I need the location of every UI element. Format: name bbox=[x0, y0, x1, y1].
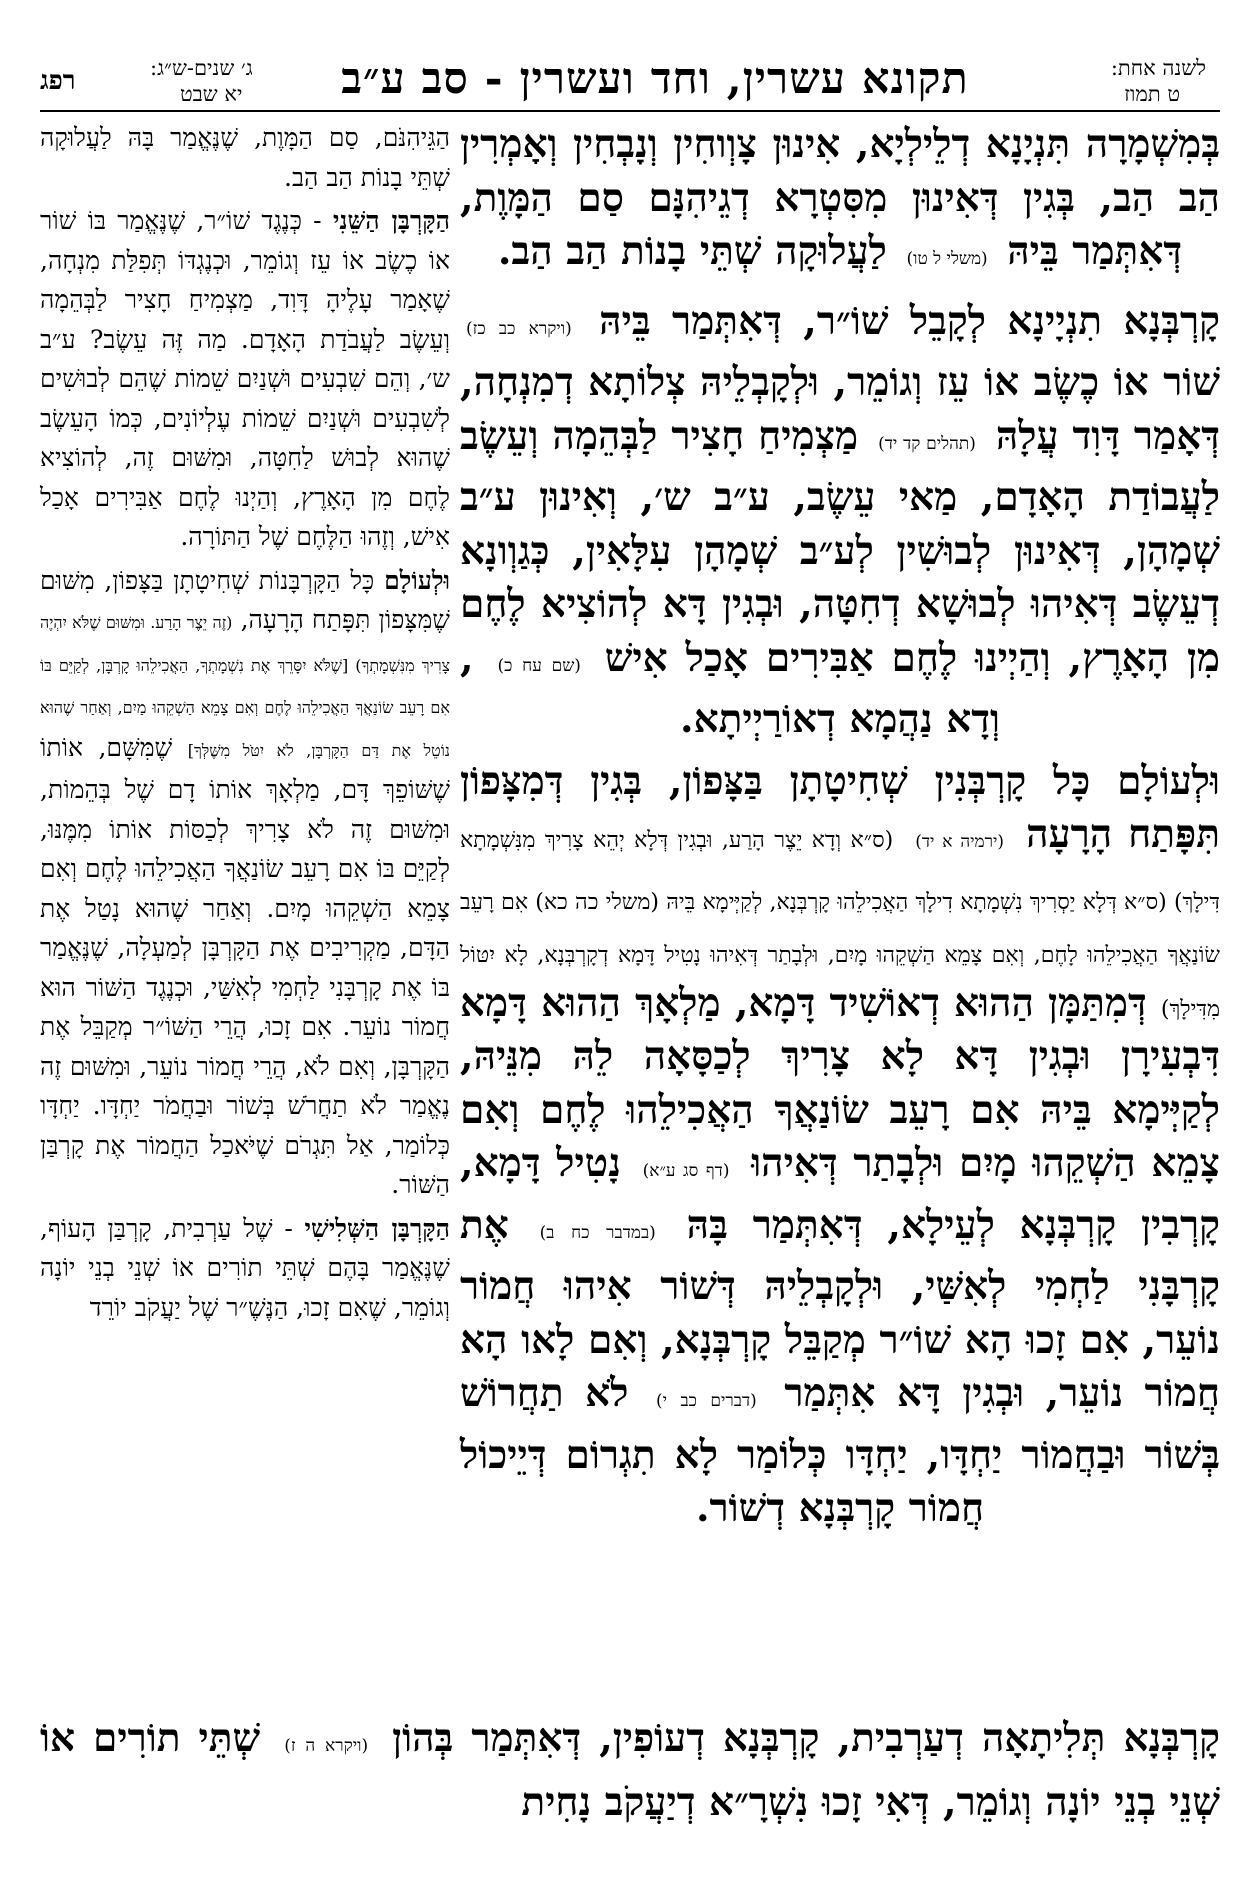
page-number: רפג bbox=[40, 66, 76, 96]
variant-reading: (זֶה יֵצֶר הָרַע. וּמִשּׁוּם שֶׁלֹּא יִהְיֶה צָרִיךְ מִנִּשְׁמָתְךָ) [שֶׁלֹּא יִסָּרֵךְ אֶת נִשְׁמָתְךָ, הַאֲכִילֵהוּ קָרְבָּן, לְקַיֵּם בּוֹ אִם רָעֵב שׂוֹנַאֲךָ הַאֲכִילֵהוּ לֶחֶם וְאִם צָמֵא הַשְׁקֵהוּ מַיִם, וְאַחַר שֶׁהוּא נוֹטֵל אֶת דַּם הַקָּרְבָּן, לֹא יִטֹּל מִשֶּׁלְּךָ] bbox=[40, 613, 450, 760]
side-paragraph-2: הַקָּרְבָּן הַשֵּׁנִי - כְּנֶגֶד שׁוֹ״ר, שֶׁנֶּאֱמַר בּוֹ שׁוֹר אוֹ כֶשֶׂב אוֹ עֵז וְגוֹמֵר, וּכְנֶגְדּוֹ תְּפִלַּת מִנְחָה, שֶׁאָמַר עָלֶיהָ דָּוִד, מַצְמִיחַ חָצִיר לַבְּהֵמָה וְעֵשֶׂב לַעֲבֹדַת הָאָדָם. מַה זֶּה עֵשֶׂב? ע״ב ש׳, וְהֵם שִׁבְעִים וּשְׁנַיִם שֵׁמוֹת שֶׁהֵם לְבוּשִׁים לְשִׁבְעִים וּשְׁנַיִם שֵׁמוֹת עֶלְיוֹנִים, כְּמוֹ הָעֵשֶׂב שֶׁהוּא לְבוּשׁ לַחִטָּה, וּמִשּׁוּם זֶה, לְהוֹצִיא לֶחֶם מִן הָאָרֶץ, וְהַיְנוּ לֶחֶם אַבִּירִים אָכַל אִישׁ, וְזֶהוּ הַלֶּחֶם שֶׁל הַתּוֹרָה. bbox=[40, 206, 450, 551]
source-reference: (ויקרא ה ז) bbox=[284, 1736, 369, 1756]
header-right-cycle: לשנה אחת: bbox=[1110, 56, 1206, 80]
source-reference: (תהלים קד יד) bbox=[878, 433, 976, 454]
variant-reading: (ס״א וְדָא יֵצֶר הָרַע, וּבְגִין דְּלָא יְהֵא צָרִיךְ מִנִּשְׁמָתָא דִּילָךְ) (ס״א דְּלָא יַסְרִיךְ נִשְׁמָתָא דִילָךְ הַאֲכִילֵהוּ קָרְבְּנָא, לְקַיְּימָא בֵּיהּ (משלי כה כא) אִם רָעֵב שׂוֹנַאֲךָ הַאֲכִילֵהוּ לָחֶם, וְאִם צָמֵא הַשְׁקֵהוּ מָיִם, וּלְבָתַר דְּאִיהוּ נָטִיל דָּמָא דְקָרְבְּנָא, לָא יִטּוֹל מִדִּילָךְ) bbox=[460, 828, 1220, 1022]
side-paragraph-4: הַקָּרְבָּן הַשְּׁלִישִׁי - שֶׁל עַרְבִית, קָרְבַּן הָעוֹף, שֶׁנֶּאֱמַר בָּהֶם שְׁתֵּי תוֹרִים אוֹ שְׁנֵי בְנֵי יוֹנָה וְגוֹמֵר, שֶׁאִם זָכוּ, הַנֶּשֶׁ״ר שֶׁל יַעֲקֹב יוֹרֵד bbox=[40, 1213, 450, 1322]
side-paragraph-3: וּלְעוֹלָם כָּל הַקָּרְבָּנוֹת שְׁחִיטָתָן בַּצָּפוֹן, מִשּׁוּם שֶׁמִּצָּפוֹן תִּפָּתַח הָרָעָה, (זֶה יֵצֶר הָרַע. וּמִשּׁוּם שֶׁלֹּא יִהְיֶה צָרִיךְ מִנִּשְׁמָתְךָ) [שֶׁלֹּא יִסָּרֵךְ אֶת נִשְׁמָתְךָ, הַאֲכִילֵהוּ קָרְבָּן, לְקַיֵּם בּוֹ אִם רָעֵב שׂוֹנַאֲךָ הַאֲכִילֵהוּ לֶחֶם וְאִם צָמֵא הַשְׁקֵהוּ מַיִם, וְאַחַר שֶׁהוּא נוֹטֵל אֶת דַּם הַקָּרְבָּן, לֹא יִטֹּל מִשֶּׁלְּךָ] שֶׁמִּשָּׁם, אוֹתוֹ שֶׁשּׁוֹפֵךְ דָּם, מַלְאָךְ אוֹתוֹ דָם שֶׁל בְּהֵמוֹת, וּמִשּׁוּם זֶה לֹא צָרִיךְ לְכַסּוֹת אוֹתוֹ מִמֶּנּוּ, לְקַיֵּם בּוֹ אִם רָעֵב שׂוֹנַאֲךָ הַאֲכִילֵהוּ לֶחֶם וְאִם צָמֵא הַשְׁקֵהוּ מָיִם. וְאַחַר שֶׁהוּא נָטַל אֶת הַדָּם, מַקְרִיבִים אֶת הַקָּרְבָּן לְמַעְלָה, שֶׁנֶּאֱמַר בּוֹ אֶת קָרְבָּנִי לַחְמִי לְאִשַּׁי, וּכְנֶגֶד הַשּׁוֹר הוּא חֲמוֹר נוֹעֵר. אִם זָכוּ, הֲרֵי הַשּׁוֹ״ר מְקַבֵּל אֶת הַקָּרְבָּן, וְאִם לֹא, הֲרֵי חֲמוֹר נוֹעֵר, וּמִשּׁוּם זֶה נֶאֱמַר לֹא תַחֲרֹשׁ בְּשׁוֹר וּבַחֲמֹר יַחְדָּו. יַחְדָּו כְּלוֹמַר, אַל תִּגְרֹם שֶׁיֹּאכַל הַחֲמוֹר אֶת קָרְבַּן הַשּׁוֹר. bbox=[40, 565, 451, 1199]
source-reference: (דף סג ע״א) bbox=[642, 1161, 730, 1181]
bottom-full-width-text: קָרְבְּנָא תְּלִיתָאָה דְעַרְבִית, קָרְבְּנָא דְעוֹפִין, דְּאִתְּמַר בְּהוֹן (ויקרא ה ז) שְׁתֵּי תוֹרִים אוֹ שְׁנֵי בְנֵי יוֹנָה וְגוֹמֵר, דְּאִי זָכוּ נִשְׁרָ״א דְיַעֲקֹב נָחִית bbox=[40, 1715, 1221, 1825]
side-paragraph-1: הַגֵּיהִנֹּם, סַם הַמָּוֶת, שֶׁנֶּאֱמַר בָּהּ לַעֲלוּקָה שְׁתֵּי בָנוֹת הַב הַב. bbox=[40, 123, 450, 192]
header-left-cycle: ג׳ שנים-ש״ג: bbox=[150, 56, 253, 80]
page-header bbox=[0, 0, 1260, 106]
main-paragraph-3: וּלְעוֹלָם כָּל קָרְבְּנִין שְׁחִיטָתָן בַּצָּפוֹן, בְּגִין דְּמִצָּפוֹן תִּפָּתַח הָרָעָה (ירמיה א יד) (ס״א וְדָא יֵצֶר הָרַע, וּבְגִין דְּלָא יְהֵא צָרִיךְ מִנִּשְׁמָתָא דִּילָךְ) (ס״א דְּלָא יַסְרִיךְ נִשְׁמָתָא דִילָךְ הַאֲכִילֵהוּ קָרְבְּנָא, לְקַיְּימָא בֵּיהּ (משלי כה כא) אִם רָעֵב שׂוֹנַאֲךָ הַאֲכִילֵהוּ לָחֶם, וְאִם צָמֵא הַשְׁקֵהוּ מָיִם, וּלְבָתַר דְּאִיהוּ נָטִיל דָּמָא דְקָרְבְּנָא, לָא יִטּוֹל מִדִּילָךְ) דְּמִתַּמָּן הַהוּא דְאוֹשִׁיד דָּמָא, מַלְאָךְ הַהוּא דָּמָא דִּבְעִירָן וּבְגִין דָּא לָא צָרִיךְ לְכַסָּאָה לֵהּ מִנֵּיהּ, לְקַיְּימָא בֵּיהּ אִם רָעֵב שׂוֹנַאֲךָ הַאֲכִילֵהוּ לֶחֶם וְאִם צָמֵא הַשְׁקֵהוּ מָיִם וּלְבָתַר דְּאִיהוּ (דף סג ע״א) נָטִיל דָּמָא, קָרְבִין קָרְבְּנָא לְעֵילָא, דְּאִתְּמַר בָּהּ (במדבר כח ב) אֶת קָרְבָּנִי לַחְמִי לְאִשַּׁי, וּלְקָבְלֵיהּ דְּשׁוֹר אִיהוּ חֲמוֹר נוֹעֵר, אִם זָכוּ הָא שׁוֹ״ר מְקַבֵּל קָרְבְּנָא, וְאִם לָאו הָא חֲמוֹר נוֹעֵר, וּבְגִין דָּא אִתְּמַר (דברים כב י) לֹא תַחֲרוֹשׁ בְּשׁוֹר וּבַחֲמוֹר יַחְדָּו, יַחְדָּו כְּלוֹמַר לָא תִגְרוֹם דְּיֵיכוֹל חֲמוֹר קָרְבְּנָא דְשׁוֹר. bbox=[460, 757, 1221, 1531]
header-right-date: ט תמוז bbox=[1124, 82, 1180, 106]
source-reference: (שם עח כ) bbox=[497, 655, 581, 676]
source-reference: (ויקרא כב כז) bbox=[466, 318, 572, 339]
page-title: תקונא עשרין, וחד ועשרין - סב ע״ב bbox=[341, 54, 969, 104]
main-paragraph-1: בְּמִשְׁמָרָה תִּנְיָנָא דְלֵילְיָא, אִינוּן צָוְוחִין וְנָבְחִין וְאָמְרִין הַב הַב, בְּגִין דְּאִינוּן מִסִּטְרָא דְגֵיהִנָּם סַם הַמָּוֶת, דְּאִתְּמַר בֵּיהּ (משלי ל טו) לַעֲלוּקָה שְׁתֵּי בָנוֹת הַב הַב. bbox=[460, 121, 1220, 274]
translation-column bbox=[40, 118, 450, 1331]
source-reference: (ירמיה א יד) bbox=[915, 832, 1005, 852]
header-left-date: יא שבט bbox=[180, 82, 243, 106]
header-rule bbox=[40, 110, 1220, 112]
main-text-column bbox=[460, 118, 1220, 1544]
source-reference: (במדבר כח ב) bbox=[539, 1222, 656, 1243]
source-reference: (דברים כב י) bbox=[656, 1391, 757, 1411]
source-reference: (משלי ל טו) bbox=[906, 249, 988, 269]
main-paragraph-2: קָרְבְּנָא תִנְיָינָא לְקָבֵל שׁוֹ״ר, דְּאִתְּמַר בֵּיהּ (ויקרא כב כז) שׁוֹר אוֹ כֶשֶׂב אוֹ עֵז וְגוֹמֵר, וּלְקָבְלֵיהּ צְלוֹתָא דְמִנְחָה, דְּאָמַר דָּוִד עֲלָהּ (תהלים קד יד) מַצְמִיחַ חָצִיר לַבְּהֵמָה וְעֵשֶׂב לַעֲבוֹדַת הָאָדָם, מַאי עֵשֶׂב, ע״ב ש׳, וְאִינוּן ע״ב שְׁמָהָן, דְּאִינוּן לְבוּשִׁין לְע״ב שְׁמָהָן עִלָּאִין, כְּגַוְונָא דְעֵשֶׂב דְּאִיהוּ לְבוּשָׁא דְחִטָּה, וּבְגִין דָּא לְהוֹצִיא לֶחֶם מִן הָאָרֶץ, וְהַיְינוּ לֶחֶם אַבִּירִים אָכַל אִישׁ (שם עח כ) , וְדָא נַהֲמָא דְאוֹרַיְיתָא. bbox=[460, 297, 1221, 742]
